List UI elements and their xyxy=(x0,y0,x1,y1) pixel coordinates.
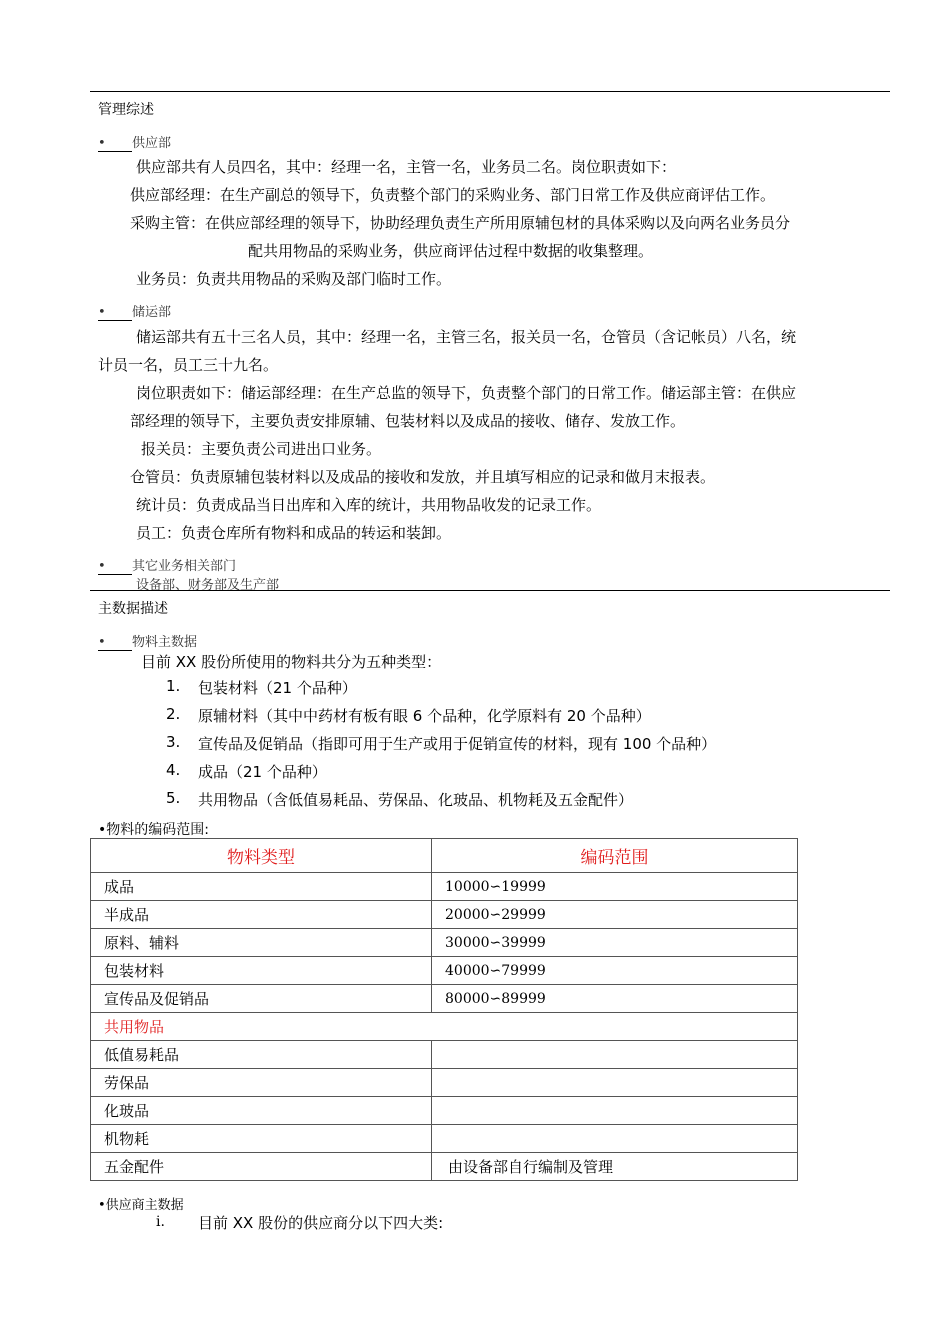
bullet-icon: • xyxy=(98,636,132,651)
bullet-icon: • xyxy=(98,306,132,321)
cell-type: 机物耗 xyxy=(91,1125,432,1153)
table-row xyxy=(91,1125,798,1153)
section-rule xyxy=(90,590,890,591)
cell-type: 低值易耗品 xyxy=(91,1041,432,1069)
cell-type: 劳保品 xyxy=(91,1069,432,1097)
table-row xyxy=(91,929,798,957)
table-row xyxy=(91,985,798,1013)
storage-line: 计员一名，员工三十九名。 xyxy=(98,356,279,374)
cell-range xyxy=(432,1125,798,1153)
master-title: 主数据描述 xyxy=(98,601,168,617)
cell-type: 成品 xyxy=(91,873,432,901)
cell-type: 化玻品 xyxy=(91,1097,432,1125)
coding-label: •物料的编码范围: xyxy=(98,822,209,838)
storage-line: 部经理的领导下，主要负责安排原辅、包装材料以及成品的接收、储存、发放工作。 xyxy=(130,412,686,430)
material-item: 包装材料（21 个品种） xyxy=(198,679,357,697)
cell-type: 五金配件 xyxy=(91,1153,432,1181)
group-label: 共用物品 xyxy=(91,1013,798,1041)
table-row xyxy=(91,957,798,985)
table-group-row xyxy=(91,1013,798,1041)
table-row xyxy=(91,901,798,929)
table-row xyxy=(91,873,798,901)
material-num: 1. xyxy=(166,677,181,695)
vendor-num: i. xyxy=(156,1214,165,1230)
cell-range xyxy=(432,1069,798,1097)
cell-type: 原料、辅料 xyxy=(91,929,432,957)
supply-line: 配共用物品的采购业务，供应商评估过程中数据的收集整理。 xyxy=(248,242,654,260)
cell-range: 80000∽89999 xyxy=(432,985,798,1013)
table-row xyxy=(91,1153,798,1181)
other-heading: • 其它业务相关部门 xyxy=(98,559,237,574)
material-heading: • 物料主数据 xyxy=(98,635,198,650)
cell-range: 20000∽29999 xyxy=(432,901,798,929)
supply-heading: • 供应部 xyxy=(98,136,172,151)
storage-line: 统计员：负责成品当日出库和入库的统计，共用物品收发的记录工作。 xyxy=(136,496,602,514)
material-num: 3. xyxy=(166,733,181,751)
bullet-icon: • xyxy=(98,560,132,575)
vendor-label: •供应商主数据 xyxy=(98,1198,184,1213)
storage-line: 储运部共有五十三名人员，其中：经理一名，主管三名，报关员一名，仓管员（含记帐员）八名，统 xyxy=(136,328,797,346)
other-sub: 设备部、财务部及生产部 xyxy=(136,578,280,593)
material-num: 2. xyxy=(166,705,181,723)
cell-range: 10000∽19999 xyxy=(432,873,798,901)
material-item: 宣传品及促销品（指即可用于生产或用于促销宣传的材料，现有 100 个品种） xyxy=(198,735,717,753)
table-row xyxy=(91,1069,798,1097)
material-num: 4. xyxy=(166,761,181,779)
storage-line: 岗位职责如下：储运部经理：在生产总监的领导下，负责整个部门的日常工作。储运部主管：在供应 xyxy=(136,384,797,402)
supply-line: 业务员：负责共用物品的采购及部门临时工作。 xyxy=(136,270,452,288)
material-item: 原辅材料（其中中药材有板有眼 6 个品种，化学原料有 20 个品种） xyxy=(198,707,651,725)
coding-table xyxy=(90,838,798,1181)
cell-range xyxy=(432,1041,798,1069)
material-item: 共用物品（含低值易耗品、劳保品、化玻品、机物耗及五金配件） xyxy=(198,791,634,809)
material-num: 5. xyxy=(166,789,181,807)
cell-type: 半成品 xyxy=(91,901,432,929)
storage-heading: • 储运部 xyxy=(98,305,172,320)
header-range: 编码范围 xyxy=(432,839,798,873)
top-rule xyxy=(90,91,890,92)
vendor-item: 目前 XX 股份的供应商分以下四大类: xyxy=(198,1214,444,1232)
cell-range: 40000∽79999 xyxy=(432,957,798,985)
storage-line: 报关员：主要负责公司进出口业务。 xyxy=(141,440,382,458)
overview-title: 管理综述 xyxy=(98,102,154,118)
material-intro: 目前 XX 股份所使用的物料共分为五种类型： xyxy=(141,653,442,671)
supply-line: 供应部共有人员四名，其中：经理一名，主管一名，业务员二名。岗位职责如下： xyxy=(136,158,677,176)
cell-range xyxy=(432,1097,798,1125)
cell-range: 由设备部自行编制及管理 xyxy=(432,1153,798,1181)
supply-line: 供应部经理：在生产副总的领导下，负责整个部门的采购业务、部门日常工作及供应商评估工作。 xyxy=(130,186,776,204)
cell-type: 包装材料 xyxy=(91,957,432,985)
table-row xyxy=(91,1041,798,1069)
supply-line: 采购主管：在供应部经理的领导下，协助经理负责生产所用原辅包材的具体采购以及向两名业务员分 xyxy=(130,214,791,232)
table-header-row xyxy=(91,839,798,873)
header-type: 物料类型 xyxy=(91,839,432,873)
bullet-icon: • xyxy=(98,137,132,152)
table-row xyxy=(91,1097,798,1125)
material-item: 成品（21 个品种） xyxy=(198,763,327,781)
storage-line: 仓管员：负责原辅包装材料以及成品的接收和发放，并且填写相应的记录和做月末报表。 xyxy=(130,468,716,486)
storage-line: 员工：负责仓库所有物料和成品的转运和装卸。 xyxy=(136,524,452,542)
cell-type: 宣传品及促销品 xyxy=(91,985,432,1013)
cell-range: 30000∽39999 xyxy=(432,929,798,957)
